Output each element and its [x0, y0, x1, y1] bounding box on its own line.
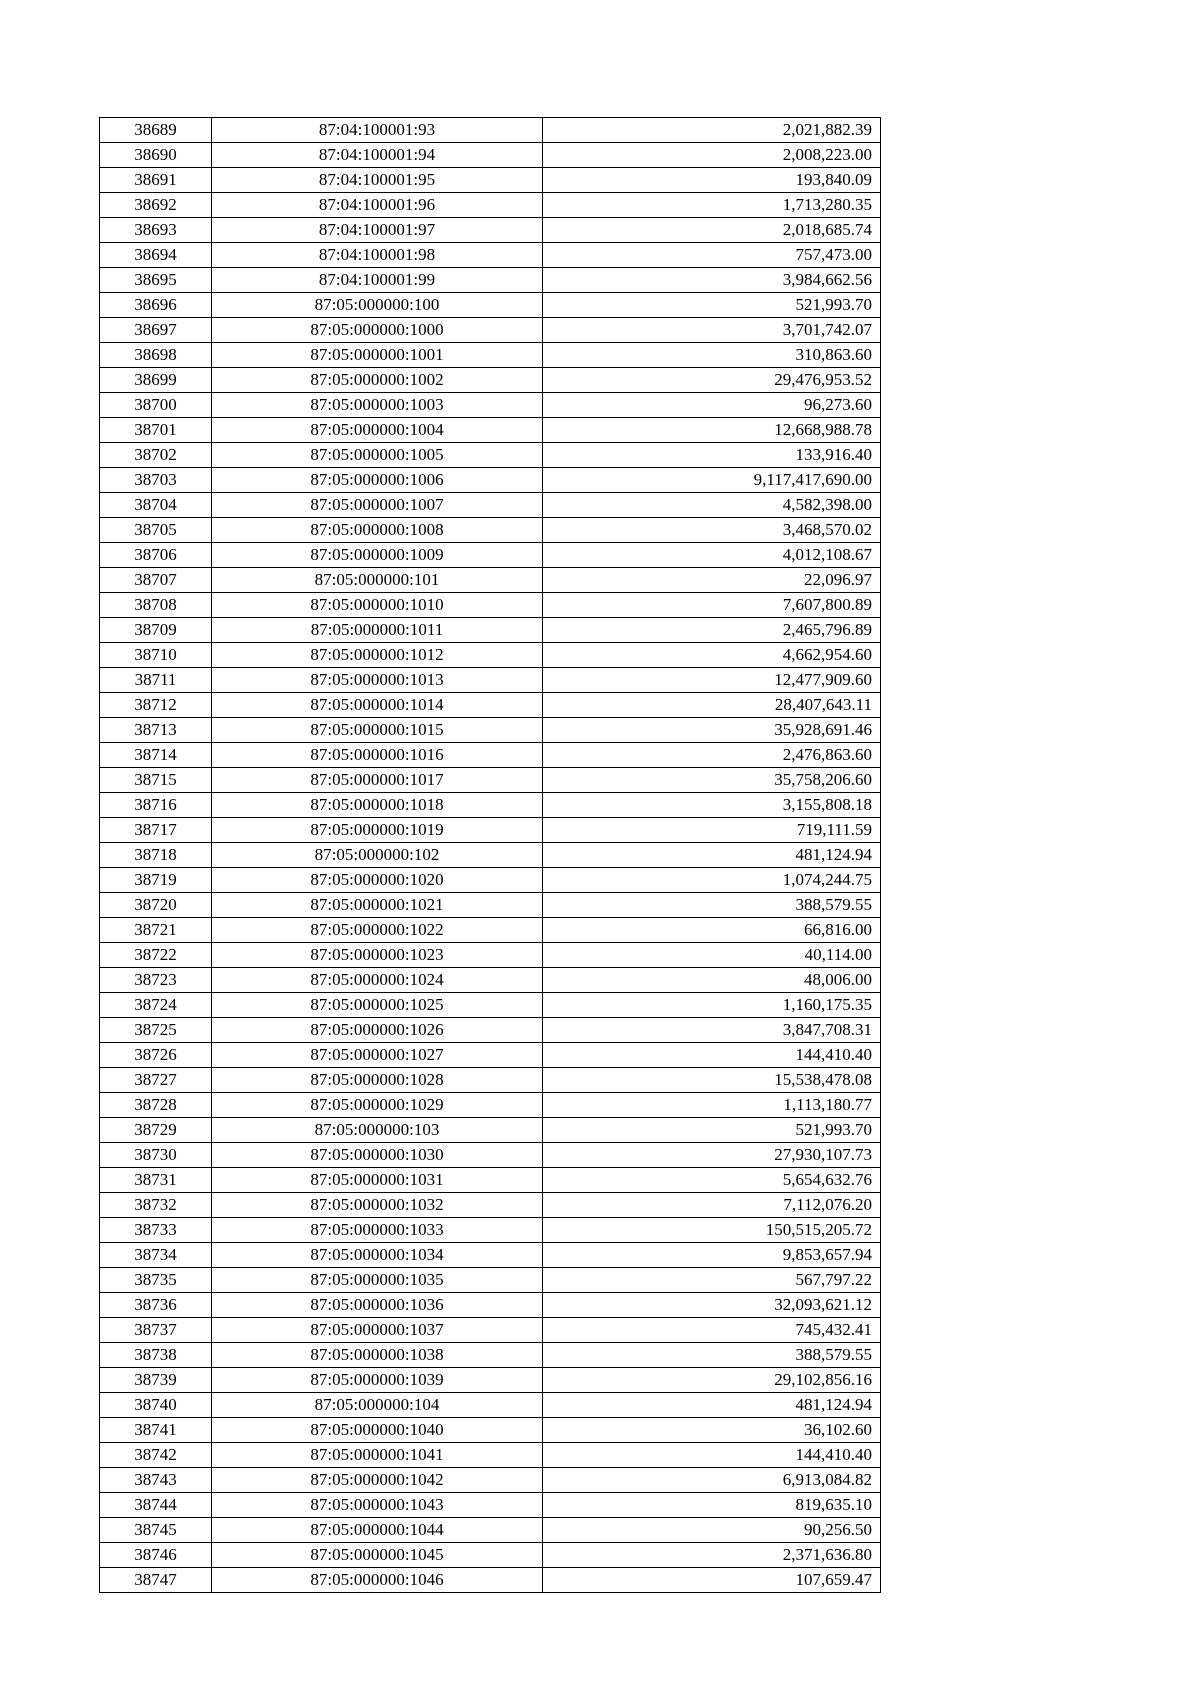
cadastral-number-cell: 87:05:000000:1044 — [212, 1518, 543, 1543]
value-cell: 3,155,808.18 — [543, 793, 881, 818]
table-row — [100, 1243, 881, 1268]
cadastral-number-cell: 87:05:000000:1011 — [212, 618, 543, 643]
value-cell: 66,816.00 — [543, 918, 881, 943]
value-cell: 719,111.59 — [543, 818, 881, 843]
row-number-cell: 38689 — [100, 118, 212, 143]
cadastral-number-cell: 87:05:000000:1018 — [212, 793, 543, 818]
value-cell: 12,668,988.78 — [543, 418, 881, 443]
table-row — [100, 1493, 881, 1518]
table-body — [100, 118, 881, 1593]
row-number-cell: 38744 — [100, 1493, 212, 1518]
cadastral-number-cell: 87:05:000000:1021 — [212, 893, 543, 918]
value-cell: 96,273.60 — [543, 393, 881, 418]
value-cell: 310,863.60 — [543, 343, 881, 368]
table-row — [100, 843, 881, 868]
row-number-cell: 38745 — [100, 1518, 212, 1543]
cadastral-number-cell: 87:04:100001:99 — [212, 268, 543, 293]
row-number-cell: 38696 — [100, 293, 212, 318]
cadastral-number-cell: 87:05:000000:1024 — [212, 968, 543, 993]
table-row — [100, 343, 881, 368]
value-cell: 1,713,280.35 — [543, 193, 881, 218]
value-cell: 150,515,205.72 — [543, 1218, 881, 1243]
value-cell: 4,582,398.00 — [543, 493, 881, 518]
cadastral-number-cell: 87:05:000000:1010 — [212, 593, 543, 618]
value-cell: 481,124.94 — [543, 843, 881, 868]
cadastral-number-cell: 87:05:000000:1032 — [212, 1193, 543, 1218]
value-cell: 4,662,954.60 — [543, 643, 881, 668]
cadastral-number-cell: 87:05:000000:1001 — [212, 343, 543, 368]
row-number-cell: 38718 — [100, 843, 212, 868]
table-row — [100, 1568, 881, 1593]
value-cell: 2,018,685.74 — [543, 218, 881, 243]
cadastral-number-cell: 87:05:000000:1027 — [212, 1043, 543, 1068]
row-number-cell: 38741 — [100, 1418, 212, 1443]
row-number-cell: 38712 — [100, 693, 212, 718]
table-row — [100, 493, 881, 518]
value-cell: 90,256.50 — [543, 1518, 881, 1543]
value-cell: 193,840.09 — [543, 168, 881, 193]
value-cell: 28,407,643.11 — [543, 693, 881, 718]
row-number-cell: 38704 — [100, 493, 212, 518]
row-number-cell: 38725 — [100, 1018, 212, 1043]
row-number-cell: 38728 — [100, 1093, 212, 1118]
table-row — [100, 443, 881, 468]
value-cell: 144,410.40 — [543, 1443, 881, 1468]
row-number-cell: 38701 — [100, 418, 212, 443]
value-cell: 36,102.60 — [543, 1418, 881, 1443]
value-cell: 144,410.40 — [543, 1043, 881, 1068]
table-row — [100, 618, 881, 643]
cadastral-number-cell: 87:05:000000:1030 — [212, 1143, 543, 1168]
value-cell: 388,579.55 — [543, 893, 881, 918]
table-row — [100, 668, 881, 693]
cadastral-number-cell: 87:05:000000:1007 — [212, 493, 543, 518]
value-cell: 745,432.41 — [543, 1318, 881, 1343]
table-row — [100, 168, 881, 193]
value-cell: 4,012,108.67 — [543, 543, 881, 568]
table-row — [100, 468, 881, 493]
cadastral-number-cell: 87:05:000000:1012 — [212, 643, 543, 668]
value-cell: 9,853,657.94 — [543, 1243, 881, 1268]
cadastral-number-cell: 87:05:000000:1046 — [212, 1568, 543, 1593]
cadastral-number-cell: 87:05:000000:1036 — [212, 1293, 543, 1318]
row-number-cell: 38708 — [100, 593, 212, 618]
row-number-cell: 38716 — [100, 793, 212, 818]
cadastral-number-cell: 87:05:000000:1000 — [212, 318, 543, 343]
value-cell: 29,476,953.52 — [543, 368, 881, 393]
table-row — [100, 418, 881, 443]
value-cell: 3,701,742.07 — [543, 318, 881, 343]
value-cell: 35,928,691.46 — [543, 718, 881, 743]
table-row — [100, 718, 881, 743]
table-row — [100, 1268, 881, 1293]
table-row — [100, 968, 881, 993]
cadastral-number-cell: 87:05:000000:1043 — [212, 1493, 543, 1518]
cadastral-number-cell: 87:04:100001:94 — [212, 143, 543, 168]
value-cell: 2,008,223.00 — [543, 143, 881, 168]
cadastral-number-cell: 87:04:100001:98 — [212, 243, 543, 268]
cadastral-number-cell: 87:05:000000:1013 — [212, 668, 543, 693]
value-cell: 2,465,796.89 — [543, 618, 881, 643]
row-number-cell: 38713 — [100, 718, 212, 743]
row-number-cell: 38709 — [100, 618, 212, 643]
value-cell: 7,112,076.20 — [543, 1193, 881, 1218]
value-cell: 3,468,570.02 — [543, 518, 881, 543]
value-cell: 48,006.00 — [543, 968, 881, 993]
table-row — [100, 1443, 881, 1468]
cadastral-number-cell: 87:05:000000:1026 — [212, 1018, 543, 1043]
table-row — [100, 368, 881, 393]
cadastral-number-cell: 87:04:100001:95 — [212, 168, 543, 193]
table-row — [100, 818, 881, 843]
row-number-cell: 38736 — [100, 1293, 212, 1318]
cadastral-number-cell: 87:05:000000:1045 — [212, 1543, 543, 1568]
row-number-cell: 38733 — [100, 1218, 212, 1243]
table-row — [100, 793, 881, 818]
value-cell: 22,096.97 — [543, 568, 881, 593]
table-row — [100, 943, 881, 968]
row-number-cell: 38724 — [100, 993, 212, 1018]
value-cell: 3,847,708.31 — [543, 1018, 881, 1043]
row-number-cell: 38707 — [100, 568, 212, 593]
value-cell: 1,160,175.35 — [543, 993, 881, 1018]
cadastral-number-cell: 87:05:000000:1042 — [212, 1468, 543, 1493]
row-number-cell: 38694 — [100, 243, 212, 268]
value-cell: 1,074,244.75 — [543, 868, 881, 893]
row-number-cell: 38703 — [100, 468, 212, 493]
table-row — [100, 1168, 881, 1193]
table-row — [100, 1193, 881, 1218]
table-row — [100, 218, 881, 243]
table-row — [100, 193, 881, 218]
table-row — [100, 1093, 881, 1118]
row-number-cell: 38734 — [100, 1243, 212, 1268]
row-number-cell: 38699 — [100, 368, 212, 393]
row-number-cell: 38739 — [100, 1368, 212, 1393]
table-row — [100, 593, 881, 618]
row-number-cell: 38737 — [100, 1318, 212, 1343]
value-cell: 521,993.70 — [543, 293, 881, 318]
value-cell: 3,984,662.56 — [543, 268, 881, 293]
row-number-cell: 38706 — [100, 543, 212, 568]
table-row — [100, 293, 881, 318]
cadastral-number-cell: 87:05:000000:1005 — [212, 443, 543, 468]
table-row — [100, 568, 881, 593]
value-cell: 2,371,636.80 — [543, 1543, 881, 1568]
row-number-cell: 38695 — [100, 268, 212, 293]
table-row — [100, 1318, 881, 1343]
cadastral-number-cell: 87:05:000000:1025 — [212, 993, 543, 1018]
cadastral-number-cell: 87:04:100001:96 — [212, 193, 543, 218]
value-cell: 2,021,882.39 — [543, 118, 881, 143]
row-number-cell: 38691 — [100, 168, 212, 193]
row-number-cell: 38717 — [100, 818, 212, 843]
row-number-cell: 38722 — [100, 943, 212, 968]
cadastral-number-cell: 87:05:000000:1028 — [212, 1068, 543, 1093]
value-cell: 6,913,084.82 — [543, 1468, 881, 1493]
table-row — [100, 1518, 881, 1543]
row-number-cell: 38693 — [100, 218, 212, 243]
table-row — [100, 1418, 881, 1443]
cadastral-number-cell: 87:05:000000:1034 — [212, 1243, 543, 1268]
value-cell: 567,797.22 — [543, 1268, 881, 1293]
table-row — [100, 393, 881, 418]
row-number-cell: 38719 — [100, 868, 212, 893]
table-row — [100, 118, 881, 143]
value-cell: 521,993.70 — [543, 1118, 881, 1143]
table-row — [100, 918, 881, 943]
row-number-cell: 38714 — [100, 743, 212, 768]
row-number-cell: 38702 — [100, 443, 212, 468]
table-row — [100, 643, 881, 668]
row-number-cell: 38700 — [100, 393, 212, 418]
value-cell: 7,607,800.89 — [543, 593, 881, 618]
table-row — [100, 1043, 881, 1068]
value-cell: 388,579.55 — [543, 1343, 881, 1368]
value-cell: 32,093,621.12 — [543, 1293, 881, 1318]
cadastral-number-cell: 87:05:000000:1015 — [212, 718, 543, 743]
table-row — [100, 543, 881, 568]
cadastral-number-cell: 87:05:000000:1023 — [212, 943, 543, 968]
value-cell: 2,476,863.60 — [543, 743, 881, 768]
table-row — [100, 243, 881, 268]
row-number-cell: 38735 — [100, 1268, 212, 1293]
cadastral-number-cell: 87:05:000000:1014 — [212, 693, 543, 718]
table-row — [100, 1343, 881, 1368]
table-row — [100, 268, 881, 293]
table-row — [100, 768, 881, 793]
cadastral-number-cell: 87:05:000000:1017 — [212, 768, 543, 793]
row-number-cell: 38746 — [100, 1543, 212, 1568]
cadastral-number-cell: 87:05:000000:103 — [212, 1118, 543, 1143]
value-cell: 29,102,856.16 — [543, 1368, 881, 1393]
cadastral-number-cell: 87:05:000000:1038 — [212, 1343, 543, 1368]
row-number-cell: 38721 — [100, 918, 212, 943]
value-cell: 819,635.10 — [543, 1493, 881, 1518]
cadastral-number-cell: 87:05:000000:1020 — [212, 868, 543, 893]
row-number-cell: 38698 — [100, 343, 212, 368]
cadastral-number-cell: 87:05:000000:1022 — [212, 918, 543, 943]
row-number-cell: 38732 — [100, 1193, 212, 1218]
table-row — [100, 868, 881, 893]
table-row — [100, 518, 881, 543]
cadastral-number-cell: 87:05:000000:1016 — [212, 743, 543, 768]
table-row — [100, 1143, 881, 1168]
row-number-cell: 38727 — [100, 1068, 212, 1093]
cadastral-number-cell: 87:05:000000:1037 — [212, 1318, 543, 1343]
table-row — [100, 1393, 881, 1418]
value-cell: 757,473.00 — [543, 243, 881, 268]
cadastral-number-cell: 87:04:100001:97 — [212, 218, 543, 243]
value-cell: 35,758,206.60 — [543, 768, 881, 793]
cadastral-number-cell: 87:05:000000:100 — [212, 293, 543, 318]
cadastral-number-cell: 87:05:000000:1039 — [212, 1368, 543, 1393]
table-row — [100, 893, 881, 918]
table-row — [100, 693, 881, 718]
row-number-cell: 38690 — [100, 143, 212, 168]
value-cell: 5,654,632.76 — [543, 1168, 881, 1193]
row-number-cell: 38715 — [100, 768, 212, 793]
cadastral-number-cell: 87:05:000000:1008 — [212, 518, 543, 543]
table-row — [100, 1118, 881, 1143]
table-row — [100, 1218, 881, 1243]
cadastral-number-cell: 87:05:000000:1004 — [212, 418, 543, 443]
cadastral-number-cell: 87:05:000000:1019 — [212, 818, 543, 843]
row-number-cell: 38747 — [100, 1568, 212, 1593]
table-row — [100, 1468, 881, 1493]
cadastral-number-cell: 87:05:000000:1040 — [212, 1418, 543, 1443]
value-cell: 107,659.47 — [543, 1568, 881, 1593]
cadastral-value-table — [99, 117, 881, 1593]
cadastral-number-cell: 87:05:000000:1009 — [212, 543, 543, 568]
row-number-cell: 38692 — [100, 193, 212, 218]
cadastral-number-cell: 87:05:000000:101 — [212, 568, 543, 593]
value-cell: 1,113,180.77 — [543, 1093, 881, 1118]
table-row — [100, 143, 881, 168]
row-number-cell: 38740 — [100, 1393, 212, 1418]
row-number-cell: 38720 — [100, 893, 212, 918]
value-cell: 481,124.94 — [543, 1393, 881, 1418]
cadastral-number-cell: 87:05:000000:1006 — [212, 468, 543, 493]
cadastral-number-cell: 87:05:000000:102 — [212, 843, 543, 868]
row-number-cell: 38711 — [100, 668, 212, 693]
cadastral-number-cell: 87:05:000000:1031 — [212, 1168, 543, 1193]
row-number-cell: 38726 — [100, 1043, 212, 1068]
row-number-cell: 38705 — [100, 518, 212, 543]
cadastral-number-cell: 87:05:000000:1003 — [212, 393, 543, 418]
row-number-cell: 38710 — [100, 643, 212, 668]
cadastral-number-cell: 87:05:000000:104 — [212, 1393, 543, 1418]
row-number-cell: 38723 — [100, 968, 212, 993]
row-number-cell: 38743 — [100, 1468, 212, 1493]
cadastral-number-cell: 87:05:000000:1033 — [212, 1218, 543, 1243]
row-number-cell: 38738 — [100, 1343, 212, 1368]
table-row — [100, 1068, 881, 1093]
row-number-cell: 38730 — [100, 1143, 212, 1168]
row-number-cell: 38729 — [100, 1118, 212, 1143]
table-row — [100, 993, 881, 1018]
value-cell: 15,538,478.08 — [543, 1068, 881, 1093]
cadastral-number-cell: 87:05:000000:1002 — [212, 368, 543, 393]
cadastral-number-cell: 87:04:100001:93 — [212, 118, 543, 143]
cadastral-number-cell: 87:05:000000:1035 — [212, 1268, 543, 1293]
table-row — [100, 1293, 881, 1318]
value-cell: 40,114.00 — [543, 943, 881, 968]
row-number-cell: 38731 — [100, 1168, 212, 1193]
table-row — [100, 318, 881, 343]
value-cell: 12,477,909.60 — [543, 668, 881, 693]
table-row — [100, 743, 881, 768]
row-number-cell: 38697 — [100, 318, 212, 343]
table-row — [100, 1543, 881, 1568]
table-row — [100, 1018, 881, 1043]
row-number-cell: 38742 — [100, 1443, 212, 1468]
value-cell: 27,930,107.73 — [543, 1143, 881, 1168]
value-cell: 133,916.40 — [543, 443, 881, 468]
cadastral-number-cell: 87:05:000000:1029 — [212, 1093, 543, 1118]
cadastral-number-cell: 87:05:000000:1041 — [212, 1443, 543, 1468]
value-cell: 9,117,417,690.00 — [543, 468, 881, 493]
table-row — [100, 1368, 881, 1393]
